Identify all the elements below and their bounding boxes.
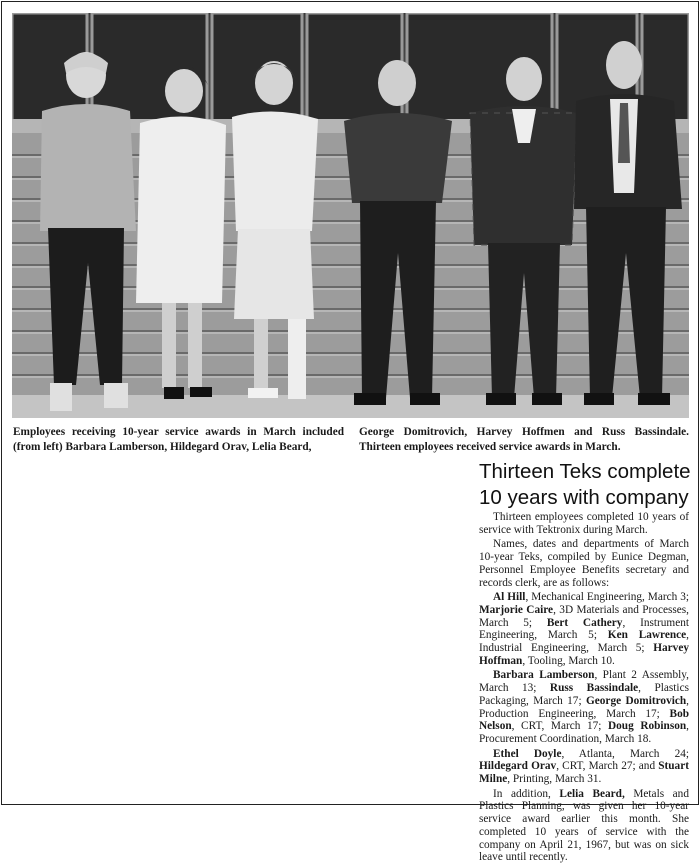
- person-name: Marjorie Caire: [479, 603, 554, 616]
- person-name: Barbara Lamberson: [493, 669, 595, 682]
- photo-caption-left: Employees receiving 10-year service awards in March included (from left) Barbara Lamberson, Hildegard Orav, Lelia Beard,: [13, 426, 344, 453]
- group-photo-icon: [12, 13, 689, 418]
- paragraph-text: , Printing, March 31.: [507, 773, 602, 786]
- article-paragraph: [479, 748, 689, 786]
- article-body: [479, 511, 689, 866]
- person-name: Bert Cathery: [546, 616, 623, 629]
- paragraph-text: Thirteen employees completed 10 years of service with Tektronix during March.: [479, 511, 689, 536]
- person-name: Bob Nelson: [479, 707, 689, 733]
- article-paragraph: [479, 788, 689, 864]
- paragraph-text: , CRT, March 17;: [511, 720, 608, 733]
- person-name: Ethel Doyle: [493, 747, 562, 760]
- paragraph-text: , Tooling, March 10.: [522, 654, 615, 667]
- person-name: Al Hill: [493, 591, 526, 604]
- paragraph-text: , Mechanical Engineering, March 3;: [525, 591, 689, 604]
- headline-line: Thirteen Teks complete: [479, 460, 691, 483]
- paragraph-text: , Production Engineering, March 17;: [479, 694, 689, 720]
- paragraph-text: , Plastics Packaging, March 17;: [479, 682, 689, 707]
- person-name: Doug Robinson: [608, 720, 687, 733]
- article-paragraph: [479, 669, 689, 745]
- paragraph-text: , Atlanta, March 24;: [561, 747, 690, 760]
- person-name: Lelia Beard,: [559, 787, 625, 800]
- paragraph-text: , 3D Materials and Processes, March 5;: [479, 603, 690, 629]
- person-name: Stuart Milne: [479, 760, 689, 786]
- paragraph-text: , Plant 2 Assembly, March 13;: [479, 669, 689, 695]
- article-headline: [479, 459, 691, 511]
- article-paragraph: [479, 538, 689, 589]
- group-photo: [12, 13, 689, 418]
- person-name: Harvey Hoffman: [479, 642, 689, 667]
- paragraph-text: Names, dates and departments of March 10-year Teks, compiled by Eunice Degman, Personnel Employee Benefits secretary and records clerk, are as follows:: [479, 538, 689, 589]
- photo-caption-right: George Domitrovich, Harvey Hoffmen and Russ Bassindale. Thirteen employees received service awards in March.: [359, 426, 689, 453]
- paragraph-text: , CRT, March 27; and: [556, 760, 659, 773]
- paragraph-text: , Procurement Coordination, March 18.: [479, 720, 689, 745]
- person-name: Ken Lawrence: [607, 629, 687, 642]
- paragraph-text: In addition,: [493, 787, 560, 800]
- article-paragraph: [479, 591, 689, 667]
- headline-line: 10 years with company: [479, 486, 689, 509]
- paragraph-text: , Instrument Engineering, March 5;: [479, 616, 690, 642]
- person-name: Russ Bassindale: [549, 682, 639, 695]
- paragraph-text: , Industrial Engineering, March 5;: [479, 629, 689, 655]
- person-name: George Domitrovich: [585, 694, 687, 707]
- person-name: Hildegard Orav: [479, 760, 557, 773]
- article-paragraph: [479, 511, 689, 536]
- paragraph-text: Metals and Plastics Planning, was given her 10-year service award earlier this month. She completed 10 years of service with the company on April 21, 1967, but was on sick leave until recently.: [479, 787, 689, 864]
